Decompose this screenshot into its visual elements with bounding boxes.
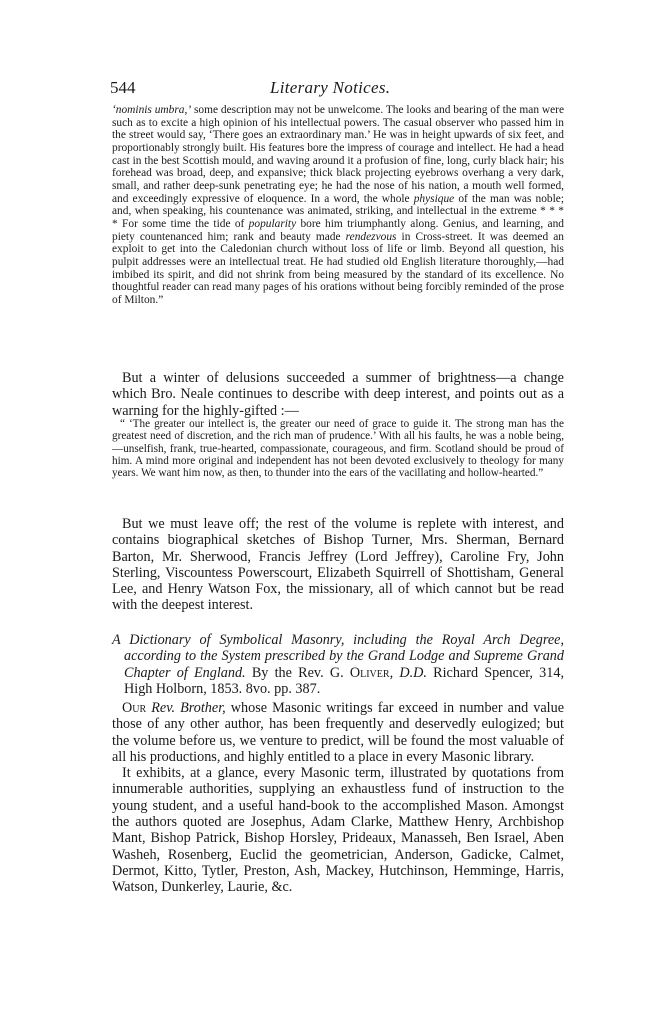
author-degree: , D.D. <box>389 664 427 681</box>
quote-text: of the man was noble; and, when speaking, his countenance was animated, striking, and intellectual in the extreme * * * * For some time the tide of <box>112 192 564 230</box>
italic-word: rendezvous <box>345 230 397 243</box>
italic-word: physique <box>413 192 455 205</box>
page-number: 544 <box>110 78 136 97</box>
italic-phrase: Rev. Brother, <box>146 700 226 716</box>
quote-text: bore him triumphantly along. Genius, and learning, and piety countenanced him; rank and beauty made <box>112 217 564 243</box>
quotation-paragraph <box>112 104 564 307</box>
latin-phrase: ‘nominis umbra,’ <box>112 104 192 116</box>
quotation-block-2 <box>112 418 564 479</box>
running-title: Literary Notices. <box>270 78 391 97</box>
paragraph-text: But we must leave off; the rest of the volume is replete with interest, and contains biographical sketches of Bishop Turner, Mrs. Sherman, Bernard Barton, Mr. Sherwood, Francis Jeffrey (Lord Jeffrey), Caroline Fry, John Sterling, Viscountess Powerscourt, Elizabeth Squirrell of Shottisham, General Lee, and Henry Watson Fox, the missionary, all of which cannot but be read with the deepest interest. <box>112 516 564 614</box>
body-paragraph-1 <box>112 370 564 419</box>
author-name: Oliver <box>349 664 390 681</box>
quote-text: some description may not be unwelcome. The looks and bearing of the man were such as to excite a high opinion of his intellectual powers. The casual observer who passed him in the street would say, ‘There goes an extraordinary man.’ He was in height upwards of six feet, and proportionably strongly built. His features bore the impress of courage and intellect. He had a head cast in the best Scottish mould, and waving around it a profusion of fine, long, curly black hair; his forehead was broad, deep, and expansive; thick black projecting eyebrows overhang a very dark, small, and rather deep-sunk penetrating eye; he had the nose of his nation, a mouth well formed, and exceedingly expressive of eloquence. In a word, the whole <box>112 104 564 205</box>
quotation-paragraph: “ ‘The greater our intellect is, the greater our need of grace to guide it. The strong man has the greatest need of discretion, and the rich man of prudence.’ With all his faults, he was a noble being,—unselfish, frank, true-hearted, compassionate, courageous, and firm. Scotland should be proud of him. A mind more original and independent has not been devoted exclusively to theology for many years. We want him now, as then, to thunder into the ears of the vacillating and hollow-hearted.” <box>112 418 564 480</box>
quote-text: in Cross-street. It was deemed an exploit to get into the Caledonian church without loss of life or limb. Beyond all question, his pulpit addresses were an intellectual treat. He had studied old English literature thoroughly,—had imbibed its spirit, and did not shrink from being measured by the standard of its excellence. No thoughtful reader can read many pages of his orations without being forcibly reminded of the prose of Milton.” <box>112 230 565 306</box>
running-header <box>110 78 566 100</box>
paragraph-text: But a winter of delusions succeeded a summer of brightness—a change which Bro. Neale continues to describe with deep interest, and points out as a warning for the highly-gifted :— <box>112 370 564 419</box>
book-title: A Dictionary of Symbolical Masonry, including the Royal Arch Degree, according to the System prescribed by the Grand Lodge and Supreme Grand Chapter of England. <box>112 632 564 681</box>
review-body <box>112 700 564 896</box>
book-title-entry <box>112 632 564 697</box>
publication-details: Richard Spencer, 314, High Holborn, 1853. 8vo. pp. 387. <box>124 664 564 697</box>
byline: By the Rev. G. <box>245 664 350 681</box>
paragraph-text: whose Masonic writings far exceed in number and value those of any other author, has been frequently and deservedly eulogized; but the volume before us, we venture to predict, will be found the most valuable of all his productions, and highly entitled to a place in every Masonic library. <box>112 700 564 765</box>
review-paragraph-2: It exhibits, at a glance, every Masonic term, illustrated by quotations from innumerable authorities, supplying an exhaustless fund of instruction to the young student, and a useful hand-book to the accomplished Mason. Amongst the authors quoted are Josephus, Adam Clarke, Matthew Henry, Archbishop Mant, Bishop Patrick, Bishop Horsley, Prideaux, Manasseh, Ben Israel, Aben Washeh, Rosenberg, Euclid the geometrician, Anderson, Gadicke, Calmet, Dermot, Kitto, Tytler, Preston, Ash, Mackey, Hutchinson, Hemminge, Harris, Watson, Dunkerley, Laurie, &c. <box>112 765 564 896</box>
quotation-block-1 <box>112 104 564 307</box>
review-paragraph-1 <box>112 700 564 765</box>
body-paragraph-2 <box>112 516 564 614</box>
review-entry <box>112 632 564 697</box>
italic-word: popularity <box>248 217 297 230</box>
lead-word: Our <box>122 700 147 716</box>
